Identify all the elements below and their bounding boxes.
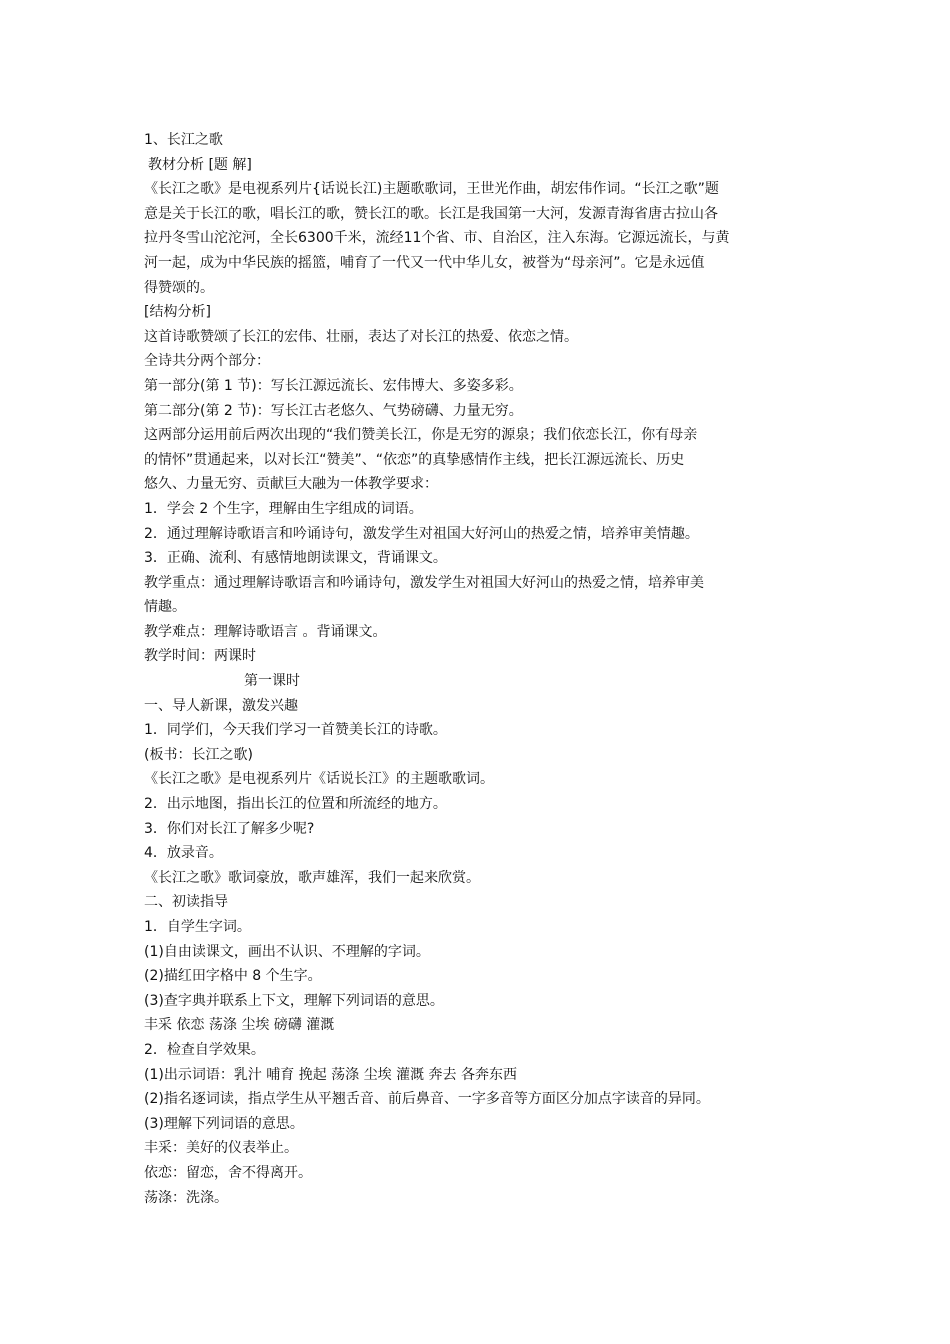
paragraph-line: 悠久、力量无穷、贡献巨大融为一体教学要求： xyxy=(144,476,438,493)
vocabulary-line: 丰采 依恋 荡涤 尘埃 磅礴 灌溉 xyxy=(144,1017,335,1034)
paragraph-line: 河一起，成为中华民族的摇篮，哺育了一代又一代中华儿女，被誉为“母亲河”。它是永远值 xyxy=(144,254,705,271)
list-item: 2．出示地图，指出长江的位置和所流经的地方。 xyxy=(144,796,447,813)
list-item: (2)指名逐词读，指点学生从平翘舌音、前后鼻音、一字多音等方面区分加点字读音的异同。 xyxy=(144,1091,710,1108)
paragraph-line: 这两部分运用前后两次出现的“我们赞美长江，你是无穷的源泉；我们依恋长江，你有母亲 xyxy=(144,427,698,444)
list-item: (2)描红田字格中 8 个生字。 xyxy=(144,968,322,985)
list-item: 2．通过理解诗歌语言和吟诵诗句，激发学生对祖国大好河山的热爱之情，培养审美情趣。 xyxy=(144,525,699,542)
list-item: 4．放录音。 xyxy=(144,845,223,862)
paragraph-line: 这首诗歌赞颂了长江的宏伟、壮丽，表达了对长江的热爱、依恋之情。 xyxy=(144,328,578,345)
paragraph-line: 意是关于长江的歌，唱长江的歌，赞长江的歌。长江是我国第一大河，发源青海省唐古拉山各 xyxy=(144,205,718,222)
paragraph-line: 的情怀”贯通起来，以对长江“赞美”、“依恋”的真挚感情作主线，把长江源远流长、历史 xyxy=(144,451,685,468)
paragraph-line: 教学时间：两课时 xyxy=(144,648,256,665)
list-item: (1)出示词语：乳汁 哺育 挽起 荡涤 尘埃 灌溉 奔去 各奔东西 xyxy=(144,1066,517,1083)
paragraph-line: 第二部分(第 2 节)：写长江古老悠久、气势磅礴、力量无穷。 xyxy=(144,402,523,419)
list-item: 1．自学生字词。 xyxy=(144,919,251,935)
definition-line: 荡涤：洗涤。 xyxy=(144,1189,228,1206)
paragraph-line: 教学难点：理解诗歌语言 。背诵课文。 xyxy=(144,623,387,640)
paragraph-line: 《长江之歌》是电视系列片《话说长江》的主题歌歌词。 xyxy=(144,771,494,788)
list-item: 3．你们对长江了解多少呢? xyxy=(144,820,315,837)
definition-line: 依恋：留恋，舍不得离开。 xyxy=(144,1164,312,1181)
paragraph-line: 《长江之歌》歌词豪放，歌声雄浑，我们一起来欣赏。 xyxy=(144,869,480,886)
paragraph-line: 教学重点：通过理解诗歌语言和吟诵诗句，激发学生对祖国大好河山的热爱之情，培养审美 xyxy=(144,574,704,591)
paragraph-line: 得赞颂的。 xyxy=(144,279,214,296)
list-item: 2．检查自学效果。 xyxy=(144,1041,265,1058)
paragraph-line: 第一部分(第 1 节)：写长江源远流长、宏伟博大、多姿多彩。 xyxy=(144,377,523,394)
paragraph-line: (板书：长江之歌) xyxy=(144,746,253,763)
section-heading-textbook-analysis: 教材分析 [题 解] xyxy=(148,156,252,173)
list-item: (3)理解下列词语的意思。 xyxy=(144,1115,304,1132)
paragraph-line: 《长江之歌》是电视系列片{话说长江)主题歌歌词，王世光作曲，胡宏伟作词。“长江之歌”题 xyxy=(144,181,719,198)
section-heading: 二、初读指导 xyxy=(144,894,228,911)
definition-line: 丰采：美好的仪表举止。 xyxy=(144,1140,298,1157)
list-item: 1．同学们，今天我们学习一首赞美长江的诗歌。 xyxy=(144,722,447,739)
list-item: 1．学会 2 个生字，理解由生字组成的词语。 xyxy=(144,500,423,517)
section-heading-first-lesson: 第一课时 xyxy=(244,673,300,690)
lesson-title: 1、长江之歌 xyxy=(144,132,223,148)
paragraph-line: 拉丹冬雪山沱沱河，全长6300千米，流经11个省、市、自治区，注入东海。它源远流长，与黄 xyxy=(144,230,730,247)
paragraph-line: 情趣。 xyxy=(144,599,186,616)
section-heading-structure-analysis: [结构分析] xyxy=(144,304,211,321)
document-page xyxy=(144,128,812,1210)
list-item: (1)自由读课文，画出不认识、不理解的字词。 xyxy=(144,943,430,960)
list-item: 3．正确、流利、有感情地朗读课文，背诵课文。 xyxy=(144,550,447,567)
paragraph-line: 全诗共分两个部分： xyxy=(144,353,270,370)
list-item: (3)查字典并联系上下文，理解下列词语的意思。 xyxy=(144,992,444,1009)
section-heading: 一、导人新课，激发兴趣 xyxy=(144,697,298,714)
